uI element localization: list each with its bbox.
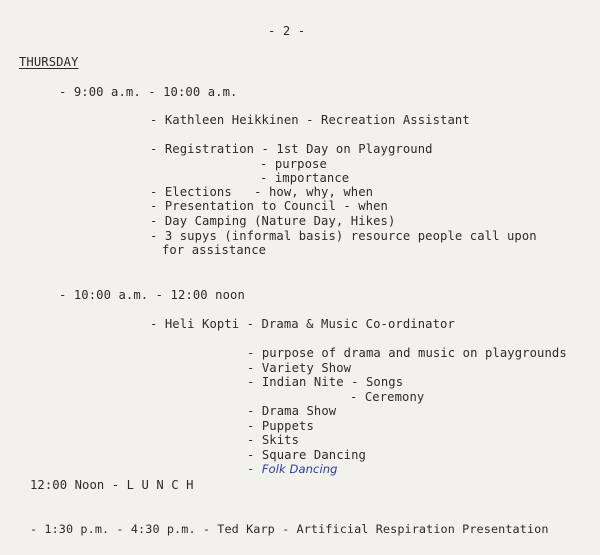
topic-importance: - importance: [260, 171, 350, 185]
day-heading: THURSDAY: [19, 55, 79, 69]
topic-drama-music-purpose: - purpose of drama and music on playgrounds: [247, 346, 567, 360]
topic-day-camping: - Day Camping (Nature Day, Hikes): [150, 214, 396, 228]
topic-variety-show: - Variety Show: [247, 361, 352, 375]
topic-purpose: - purpose: [260, 157, 327, 171]
session-1-time: - 9:00 a.m. - 10:00 a.m.: [59, 85, 238, 99]
topic-indian-nite: - Indian Nite - Songs: [247, 375, 404, 389]
page-number: - 2 -: [268, 24, 306, 38]
session-2-presenter: - Heli Kopti - Drama & Music Co-ordinator: [150, 317, 455, 331]
lunch-line: 12:00 Noon - L U N C H: [30, 478, 194, 492]
topic-elections: - Elections - how, why, when: [150, 185, 374, 199]
topic-assistance: for assistance: [162, 243, 267, 257]
session-3-line: - 1:30 p.m. - 4:30 p.m. - Ted Karp - Artificial Respiration Presentation: [30, 522, 549, 536]
topic-ceremony: - Ceremony: [350, 390, 425, 404]
session-1-presenter: - Kathleen Heikkinen - Recreation Assistant: [150, 113, 470, 127]
topic-supervisors: - 3 supys (informal basis) resource people call upon: [150, 229, 537, 243]
topic-registration: - Registration - 1st Day on Playground: [150, 142, 433, 156]
topic-drama-show: - Drama Show: [247, 404, 337, 418]
topic-skits: - Skits: [247, 433, 300, 447]
topic-puppets: - Puppets: [247, 419, 314, 433]
topic-presentation-council: - Presentation to Council - when: [150, 199, 388, 213]
topic-square-dancing: - Square Dancing: [247, 448, 366, 462]
handwritten-note: Folk Dancing: [261, 462, 338, 476]
topic-folk-dancing-handwritten: - Folk Dancing: [247, 462, 338, 476]
session-2-time: - 10:00 a.m. - 12:00 noon: [59, 288, 245, 302]
